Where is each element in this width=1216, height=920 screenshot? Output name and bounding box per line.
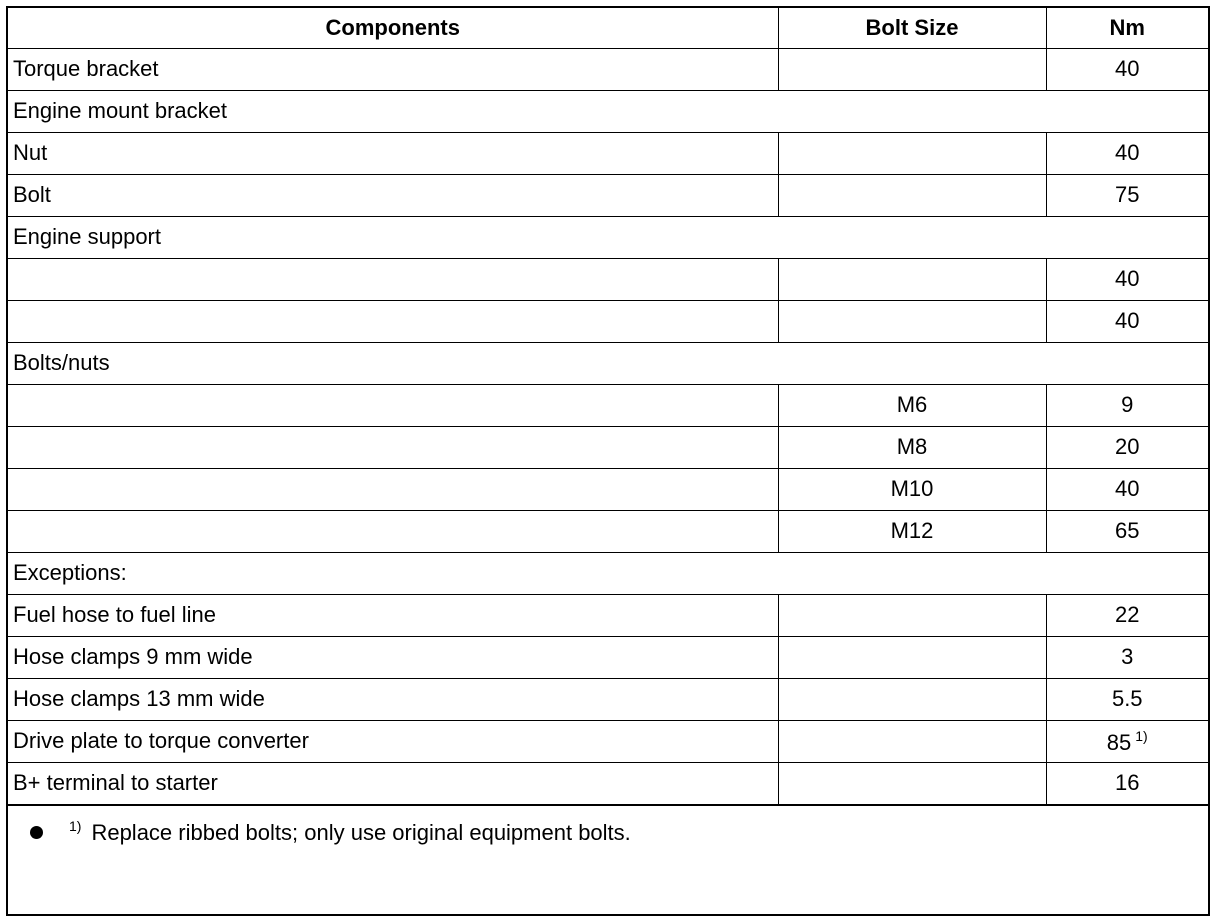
component-cell: Hose clamps 13 mm wide — [8, 678, 778, 720]
torque-nm-cell — [1046, 594, 1208, 636]
table-body — [8, 48, 1208, 804]
column-header-bolt-size: Bolt Size — [778, 8, 1046, 48]
bolt-size-cell — [778, 678, 1046, 720]
torque-nm-cell — [1046, 468, 1208, 510]
table-row — [8, 48, 1208, 90]
torque-value: 75 — [1115, 182, 1140, 207]
torque-nm-cell — [1046, 720, 1208, 762]
torque-value: 85 — [1106, 729, 1132, 755]
bolt-size-cell — [778, 720, 1046, 762]
component-cell — [8, 468, 778, 510]
table-row — [8, 132, 1208, 174]
bolt-size-cell: M12 — [778, 510, 1046, 552]
torque-value: 20 — [1115, 434, 1140, 459]
table-row — [8, 636, 1208, 678]
section-label: Bolts/nuts — [8, 342, 1208, 384]
footnote-marker: 1) — [69, 817, 82, 834]
bolt-size-cell: M10 — [778, 468, 1046, 510]
torque-nm-cell — [1046, 636, 1208, 678]
bolt-size-cell — [778, 300, 1046, 342]
torque-nm-cell — [1046, 678, 1208, 720]
section-label: Engine support — [8, 216, 1208, 258]
bolt-size-cell — [778, 174, 1046, 216]
torque-value: 9 — [1121, 392, 1134, 417]
torque-value: 16 — [1115, 770, 1140, 795]
bolt-size-cell: M8 — [778, 426, 1046, 468]
torque-value: 40 — [1115, 56, 1140, 81]
component-cell — [8, 426, 778, 468]
component-cell: Hose clamps 9 mm wide — [8, 636, 778, 678]
column-header-components: Components — [8, 8, 778, 48]
section-label: Engine mount bracket — [8, 90, 1208, 132]
component-cell — [8, 300, 778, 342]
table-row — [8, 678, 1208, 720]
component-cell: Bolt — [8, 174, 778, 216]
column-header-nm: Nm — [1046, 8, 1208, 48]
table-row — [8, 510, 1208, 552]
table-row — [8, 258, 1208, 300]
torque-value: 40 — [1115, 308, 1140, 333]
section-row — [8, 90, 1208, 132]
torque-nm-cell — [1046, 762, 1208, 804]
torque-nm-cell — [1046, 384, 1208, 426]
table-row — [8, 594, 1208, 636]
table-row — [8, 174, 1208, 216]
table-row — [8, 762, 1208, 804]
footnote-text: Replace ribbed bolts; only use original equipment bolts. — [91, 819, 631, 845]
torque-value: 5.5 — [1111, 686, 1143, 711]
torque-value: 40 — [1115, 476, 1140, 501]
torque-value: 65 — [1115, 518, 1140, 543]
bolt-size-cell: M6 — [778, 384, 1046, 426]
table-row — [8, 720, 1208, 762]
bolt-size-cell — [778, 48, 1046, 90]
torque-nm-cell — [1046, 132, 1208, 174]
torque-nm-cell — [1046, 258, 1208, 300]
section-row — [8, 342, 1208, 384]
footnote — [8, 805, 1208, 846]
table-row — [8, 468, 1208, 510]
bolt-size-cell — [778, 132, 1046, 174]
torque-specification-sheet — [6, 6, 1210, 916]
footnote-reference: 1) — [1135, 727, 1148, 744]
component-cell: Fuel hose to fuel line — [8, 594, 778, 636]
torque-value: 3 — [1121, 644, 1134, 669]
torque-nm-cell — [1046, 426, 1208, 468]
table-header-row — [8, 8, 1208, 48]
bolt-size-cell — [778, 636, 1046, 678]
torque-value: 22 — [1115, 602, 1140, 627]
torque-nm-cell — [1046, 48, 1208, 90]
torque-nm-cell — [1046, 510, 1208, 552]
table-row — [8, 384, 1208, 426]
section-row — [8, 552, 1208, 594]
torque-value: 40 — [1115, 140, 1140, 165]
component-cell — [8, 384, 778, 426]
torque-value: 40 — [1115, 266, 1140, 291]
torque-spec-table — [8, 8, 1208, 805]
torque-nm-cell — [1046, 300, 1208, 342]
table-row — [8, 426, 1208, 468]
component-cell: Torque bracket — [8, 48, 778, 90]
section-label: Exceptions: — [8, 552, 1208, 594]
component-cell: Nut — [8, 132, 778, 174]
bolt-size-cell — [778, 594, 1046, 636]
torque-nm-cell — [1046, 174, 1208, 216]
component-cell — [8, 258, 778, 300]
bullet-icon — [30, 826, 43, 839]
table-row — [8, 300, 1208, 342]
component-cell — [8, 510, 778, 552]
bolt-size-cell — [778, 258, 1046, 300]
component-cell: B+ terminal to starter — [8, 762, 778, 804]
section-row — [8, 216, 1208, 258]
bolt-size-cell — [778, 762, 1046, 804]
component-cell: Drive plate to torque converter — [8, 720, 778, 762]
